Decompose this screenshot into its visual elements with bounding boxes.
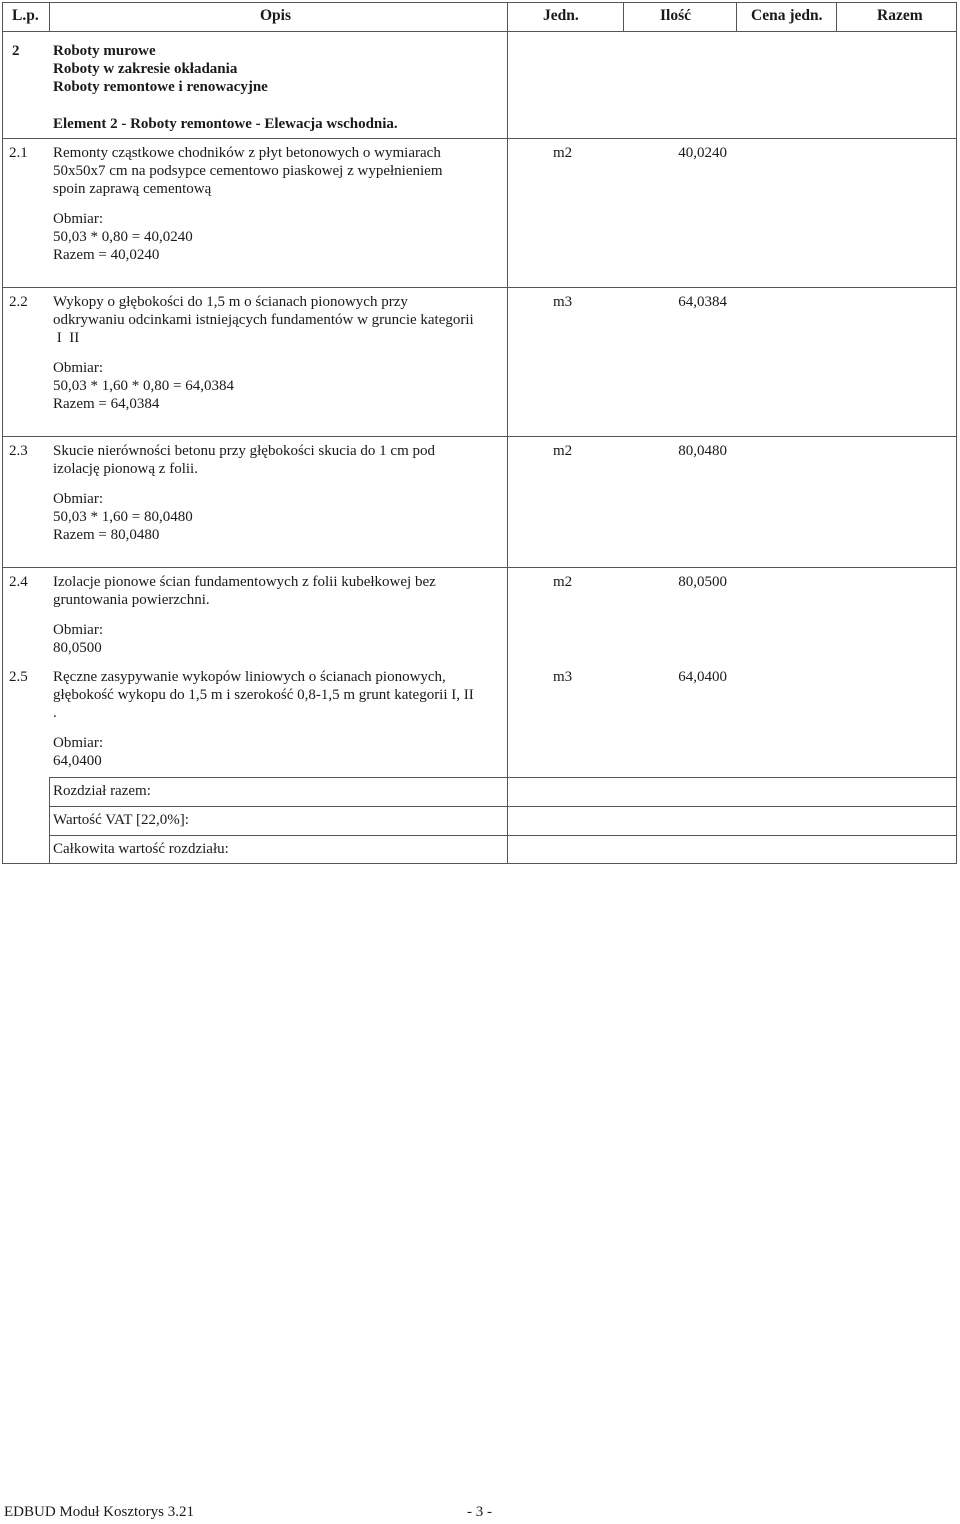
item-quantity: 64,0400 [678,669,727,685]
row-divider [2,287,957,288]
item-unit: m2 [553,443,573,459]
obmiar-line: Razem = 40,0240 [53,247,160,263]
header-jedn: Jedn. [543,7,579,24]
obmiar-label: Obmiar: [53,491,103,507]
summary-rozdzial-label: Rozdział razem: [53,783,151,799]
item-description-line: odkrywaniu odcinkami istniejących fundamentów w gruncie kategorii [53,312,474,328]
obmiar-line: 64,0400 [53,753,102,769]
obmiar-line: 50,03 * 1,60 * 0,80 = 64,0384 [53,378,234,394]
obmiar-label: Obmiar: [53,622,103,638]
item-lp: 2.3 [9,443,28,459]
obmiar-label: Obmiar: [53,360,103,376]
column-divider [49,777,50,864]
item-unit: m3 [553,294,573,310]
summary-divider [49,835,957,836]
obmiar-line: 50,03 * 0,80 = 40,0240 [53,229,193,245]
item-unit: m3 [553,669,573,685]
item-quantity: 80,0500 [678,574,727,590]
footer-page-number: - 3 - [467,1504,492,1520]
item-unit: m2 [553,145,573,161]
header-razem: Razem [877,7,923,24]
item-description-line: Wykopy o głębokości do 1,5 m o ścianach pionowych przy [53,294,408,310]
obmiar-line: Razem = 80,0480 [53,527,160,543]
item-description-line: Izolacje pionowe ścian fundamentowych z folii kubełkowej bez [53,574,436,590]
item-lp: 2.5 [9,669,28,685]
section-title-line: Roboty murowe [53,43,156,59]
header-opis: Opis [260,7,292,24]
row-divider [2,138,957,139]
obmiar-line: 80,0500 [53,640,102,656]
obmiar-line: Razem = 64,0384 [53,396,160,412]
column-divider [507,2,508,864]
summary-divider [49,806,957,807]
table-right-border [956,2,957,864]
header-lp: L.p. [12,7,39,24]
header-cena: Cena jedn. [751,7,823,24]
item-description-line: . [53,705,57,721]
item-description-line: gruntowania powierzchni. [53,592,210,608]
section-number: 2 [12,43,20,59]
item-description-line: I II [53,330,80,346]
section-title-line: Roboty w zakresie okładania [53,61,238,77]
row-divider [2,567,957,568]
item-unit: m2 [553,574,573,590]
item-lp: 2.4 [9,574,28,590]
column-divider [836,2,837,32]
item-description-line: izolację pionową z folii. [53,461,198,477]
column-divider [49,2,50,32]
obmiar-line: 50,03 * 1,60 = 80,0480 [53,509,193,525]
table-left-border [2,2,3,864]
summary-vat-label: Wartość VAT [22,0%]: [53,812,189,828]
item-lp: 2.1 [9,145,28,161]
item-lp: 2.2 [9,294,28,310]
item-description-line: Remonty cząstkowe chodników z płyt betonowych o wymiarach [53,145,441,161]
item-quantity: 40,0240 [678,145,727,161]
obmiar-label: Obmiar: [53,735,103,751]
table-top-border [2,2,957,3]
item-quantity: 64,0384 [678,294,727,310]
column-divider [736,2,737,32]
header-ilosc: Ilość [660,7,691,24]
item-description-line: Ręczne zasypywanie wykopów liniowych o ścianach pionowych, [53,669,446,685]
item-description-line: spoin zaprawą cementową [53,181,212,197]
item-description-line: Skucie nierówności betonu przy głębokości skucia do 1 cm pod [53,443,436,459]
section-title-line: Roboty remontowe i renowacyjne [53,79,268,95]
obmiar-label: Obmiar: [53,211,103,227]
footer-software: EDBUD Moduł Kosztorys 3.21 [4,1504,194,1520]
row-divider [2,436,957,437]
summary-total-label: Całkowita wartość rozdziału: [53,841,229,857]
item-description-line: głębokość wykopu do 1,5 m i szerokość 0,8-1,5 m grunt kategorii I, II [53,687,474,703]
item-quantity: 80,0480 [678,443,727,459]
table-bottom-border [2,863,957,864]
header-bottom-border [2,31,957,32]
column-divider [623,2,624,32]
summary-divider [49,777,957,778]
element-title: Element 2 - Roboty remontowe - Elewacja wschodnia. [53,116,398,132]
item-description-line: 50x50x7 cm na podsypce cementowo piaskowej z wypełnieniem [53,163,443,179]
